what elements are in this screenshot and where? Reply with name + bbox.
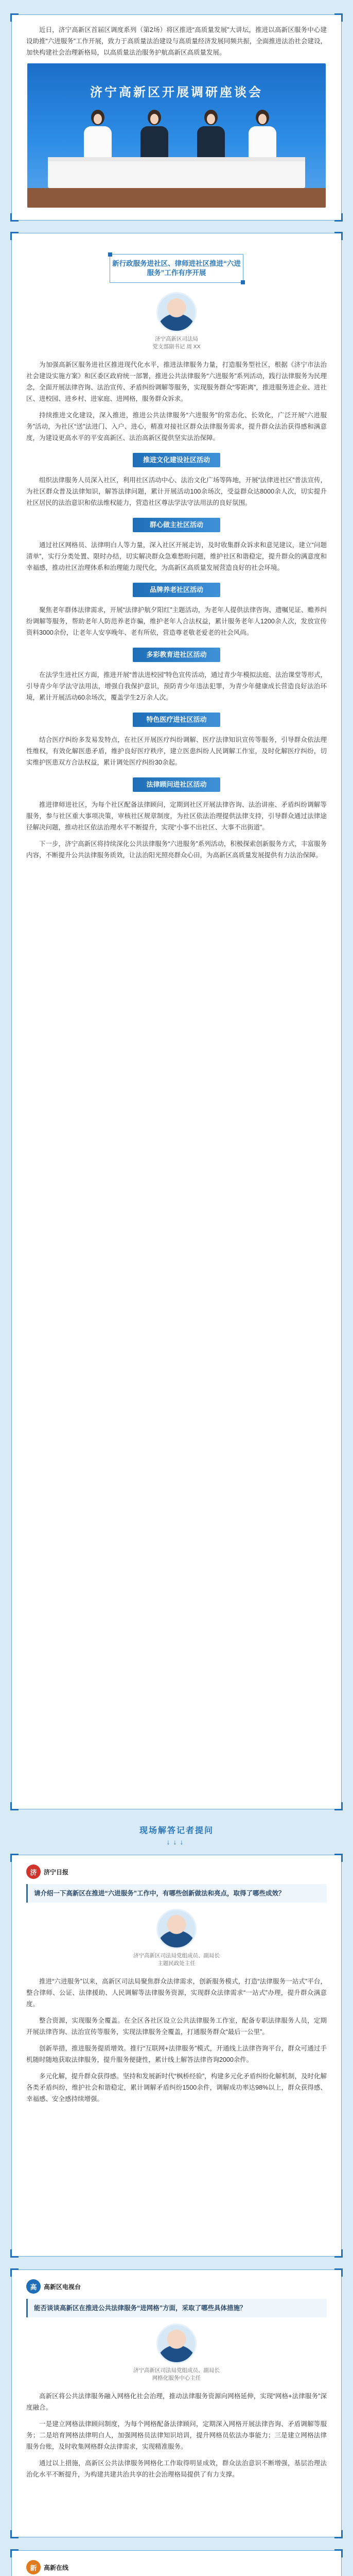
avatar-caption: 济宁高新区司法局党组成员、副局长 [133,2367,220,2374]
answer-paragraph: 高新区将公共法律服务融入网格化社会治理，推动法律服务资源向网格延伸，实现“网格+法律服务”深度融合。 [26,2393,327,2411]
subsection-title: 群心做主社区活动 [133,518,220,532]
subsection-title: 特色医疗进社区活动 [133,713,220,727]
qa-section-header [0,1824,353,1846]
media-tag [26,2279,81,2294]
media-name: 高新区电视台 [44,2283,81,2291]
avatar-caption: 济宁高新区司法局 [155,336,198,342]
avatar [156,292,197,332]
intro-frame [11,14,342,221]
paragraph: 推进律师进社区，为每个社区配备法律顾问，定期到社区开展法律咨询、法治讲座、矛盾纠纷调解等服务，参与社区重大事项决策，审核社区规章制度，为社区依法治理提供法律支持，引导群众通过法律途径解决问题，推动社区依法治理水平不断提升，实现“小事不出社区、大事不出街道”。 [26,801,327,831]
answer-paragraph: 通过以上措施，高新区公共法律服务网格化工作取得明显成效，群众法治意识不断增强，基层治理法治化水平不断提升，为构建共建共治共享的社会治理格局提供了有力支撑。 [26,2460,327,2478]
meeting-photo [27,63,326,208]
subsection-title: 多彩教育进社区活动 [133,648,220,662]
subsection-title: 法律顾问进社区活动 [133,777,220,792]
speaker-figure [84,110,112,160]
speaker-card [26,1909,327,1968]
speaker-figure [249,110,276,160]
avatar [156,1909,197,1949]
paragraph: 聚焦老年群体法律需求，开展“法律护航夕阳红”主题活动，为老年人提供法律咨询、遗嘱见证、赡养纠纷调解等服务，帮助老年人防范养老诈骗，维护老年人合法权益，累计服务老年人1200余人次，发放宣传资料3000余份，让老年人安享晚年、老有所依，营造尊老敬老爱老的社会风尚。 [26,606,327,636]
paragraph: 通过社区网格员、法律明白人等力量，深入社区开展走访，及时收集群众诉求和意见建议，建立“问题清单”，实行分类处置、限时办结，切实解决群众急难愁盼问题，维护社区和谐稳定，提升群众的满意度和幸福感，推动社区治理体系和治理能力现代化，为高新区高质量发展营造良好的社会环境。 [26,541,327,571]
paragraph: 结合医疗纠纷多发易发特点，在社区开展医疗纠纷调解、医疗法律知识宣传等服务，引导群众依法理性维权，有效化解医患矛盾，维护良好医疗秩序，建立医患纠纷人民调解工作室，及时化解医疗纠纷，切实维护医患双方合法权益，累计调处医疗纠纷30余起。 [26,736,327,766]
section-title: 新行政服务进社区、律师进社区推进“六进服务”工作有序开展 [110,254,243,283]
qa-section-title: 现场解答记者提问 [139,1826,214,1835]
question-text: 请介绍一下高新区在推进“六进服务”工作中，有哪些创新做法和亮点，取得了哪些成效？ [26,1884,327,1903]
speaker-card [26,2324,327,2382]
photo-banner: 济宁高新区开展调研座谈会 [90,86,263,99]
subsection-title: 品牌养老社区活动 [133,583,220,597]
answer-paragraph: 整合资源，实现服务全覆盖。在全区各社区设立公共法律服务工作室，配备专职法律服务人员，定期开展法律咨询、法治宣传等服务，实现法律服务全覆盖，打通服务群众“最后一公里”。 [26,2017,327,2036]
paragraph: 组织法律服务人员深入社区，利用社区活动中心、法治文化广场等阵地，开展“法律进社区”普法宣传，为社区群众普及法律知识，解答法律问题，累计开展活动100余场次，受益群众达8000余人次，切实提升社区居民的法治意识和依法维权能力，营造社区尊法学法守法用法的良好氛围。 [26,477,327,506]
speaker-figure [197,110,225,160]
qa-card-2 [11,2269,342,2537]
answer-paragraph: 创新举措，推进服务提质增效。推行“互联网+法律服务”模式，开通线上法律咨询平台，群众可通过手机随时随地获取法律服务，提升服务便捷性，累计线上解答法律咨询2000余件。 [26,2045,327,2063]
avatar-caption: 济宁高新区司法局党组成员、副局长 [133,1953,220,1959]
avatar-caption: 网格化服务中心主任 [152,2375,201,2381]
qa-card-1 [11,1855,342,2257]
subsection-title: 推进文化建设社区活动 [133,453,220,467]
media-logo-icon: 高 [26,2279,41,2294]
media-tag [26,2560,68,2574]
question-text: 能否谈谈高新区在推进公共法律服务“进网格”方面，采取了哪些具体措施？ [26,2299,327,2317]
media-logo-icon: 新 [26,2560,41,2574]
answer-paragraph: 一是建立网格法律顾问制度，为每个网格配备法律顾问，定期深入网格开展法律咨询、矛盾调解等服务；二是培育网格法律明白人，加强网格员法律知识培训，提升网格员依法办事能力；三是建立网格法律服务台账，及时收集网格群众法律需求，实现精准服务。 [26,2420,327,2450]
paragraph: 持续推进文化建设，深入推进，推进公共法律服务“六进服务”的常态化、长效化，广泛开展“六进服务”活动，为社区“送”法进门、入户、进心，精准对接社区群众法律服务需求，提升群众法治获得感和满意度，为建设更高水平的平安高新区、法治高新区提供坚实法治保障。 [26,412,327,442]
intro-paragraph: 近日，济宁高新区首届区调度系列（第2场）将区推进“高质量发展”大讲坛，推进以高新区服务中心建设助推“六进服务”工作开展，致力于高质量法治建设与高质量经济发展同频共振，全面推进法治社会建设，加快构建社会治理新格局，以高质量法治服务护航高新区高质量发展。 [26,26,327,56]
report-frame [11,233,342,1809]
answer-paragraph: 推进“六进服务”以来，高新区司法局聚焦群众法律需求，创新服务模式，打造“法律服务一站式”平台，整合律师、公证、法律援助、人民调解等法律服务资源，实现群众法律需求“一站式”办理，提升群众满意度。 [26,1978,327,2008]
answer-paragraph: 多元化解，提升群众获得感。坚持和发展新时代“枫桥经验”，构建多元化矛盾纠纷化解机制，及时化解各类矛盾纠纷，维护社会和谐稳定，累计调解矛盾纠纷1500余件，调解成功率达98%以上，群众获得感、幸福感、安全感持续增强。 [26,2073,327,2103]
media-name: 济宁日报 [44,1868,69,1876]
paragraph: 下一步，济宁高新区将持续深化公共法律服务“六进服务”系列活动，积极探索创新服务方式，丰富服务内容，不断提升公共法律服务质效，让法治阳光照亮群众心田，为高新区高质量发展提供有力法治保障。 [26,840,327,859]
speaker-figure [140,110,168,160]
avatar-caption: 主题民政处主任 [157,1960,196,1967]
down-arrows-icon: ↓↓↓ [166,1838,187,1846]
media-name: 高新在线 [44,2564,69,2571]
avatar-caption: 党支部副书记 周 XX [152,344,201,350]
speaker-card [26,292,327,351]
paragraph: 为加强高新区服务进社区推进现代化水平，推进法律服务力量，打造服务型社区，根据《济宁市法治社会建设实施方案》和区委区政府统一部署，推进公共法律服务“六进服务”系列活动，践行法律服务为民理念，全面开展法律咨询、法治宣传、矛盾纠纷调解等服务，实现服务群众“零距离”，推进服务进企业、进社区、进校园、进乡村、进家庭、进网格，服务群众诉求。 [26,361,327,402]
avatar [156,2324,197,2364]
qa-card-3 [11,2550,342,2576]
paragraph: 在法学生进社区方面，推进开展“普法进校园”特色宣传活动，通过青少年模拟法庭、法治课堂等形式，引导青少年学法守法用法，增强自我保护意识，预防青少年违法犯罪，为青少年健康成长营造良好法治环境，累计开展活动60余场次，覆盖学生2万余人次。 [26,671,327,701]
media-logo-icon: 济 [26,1865,41,1879]
media-tag [26,1865,68,1879]
